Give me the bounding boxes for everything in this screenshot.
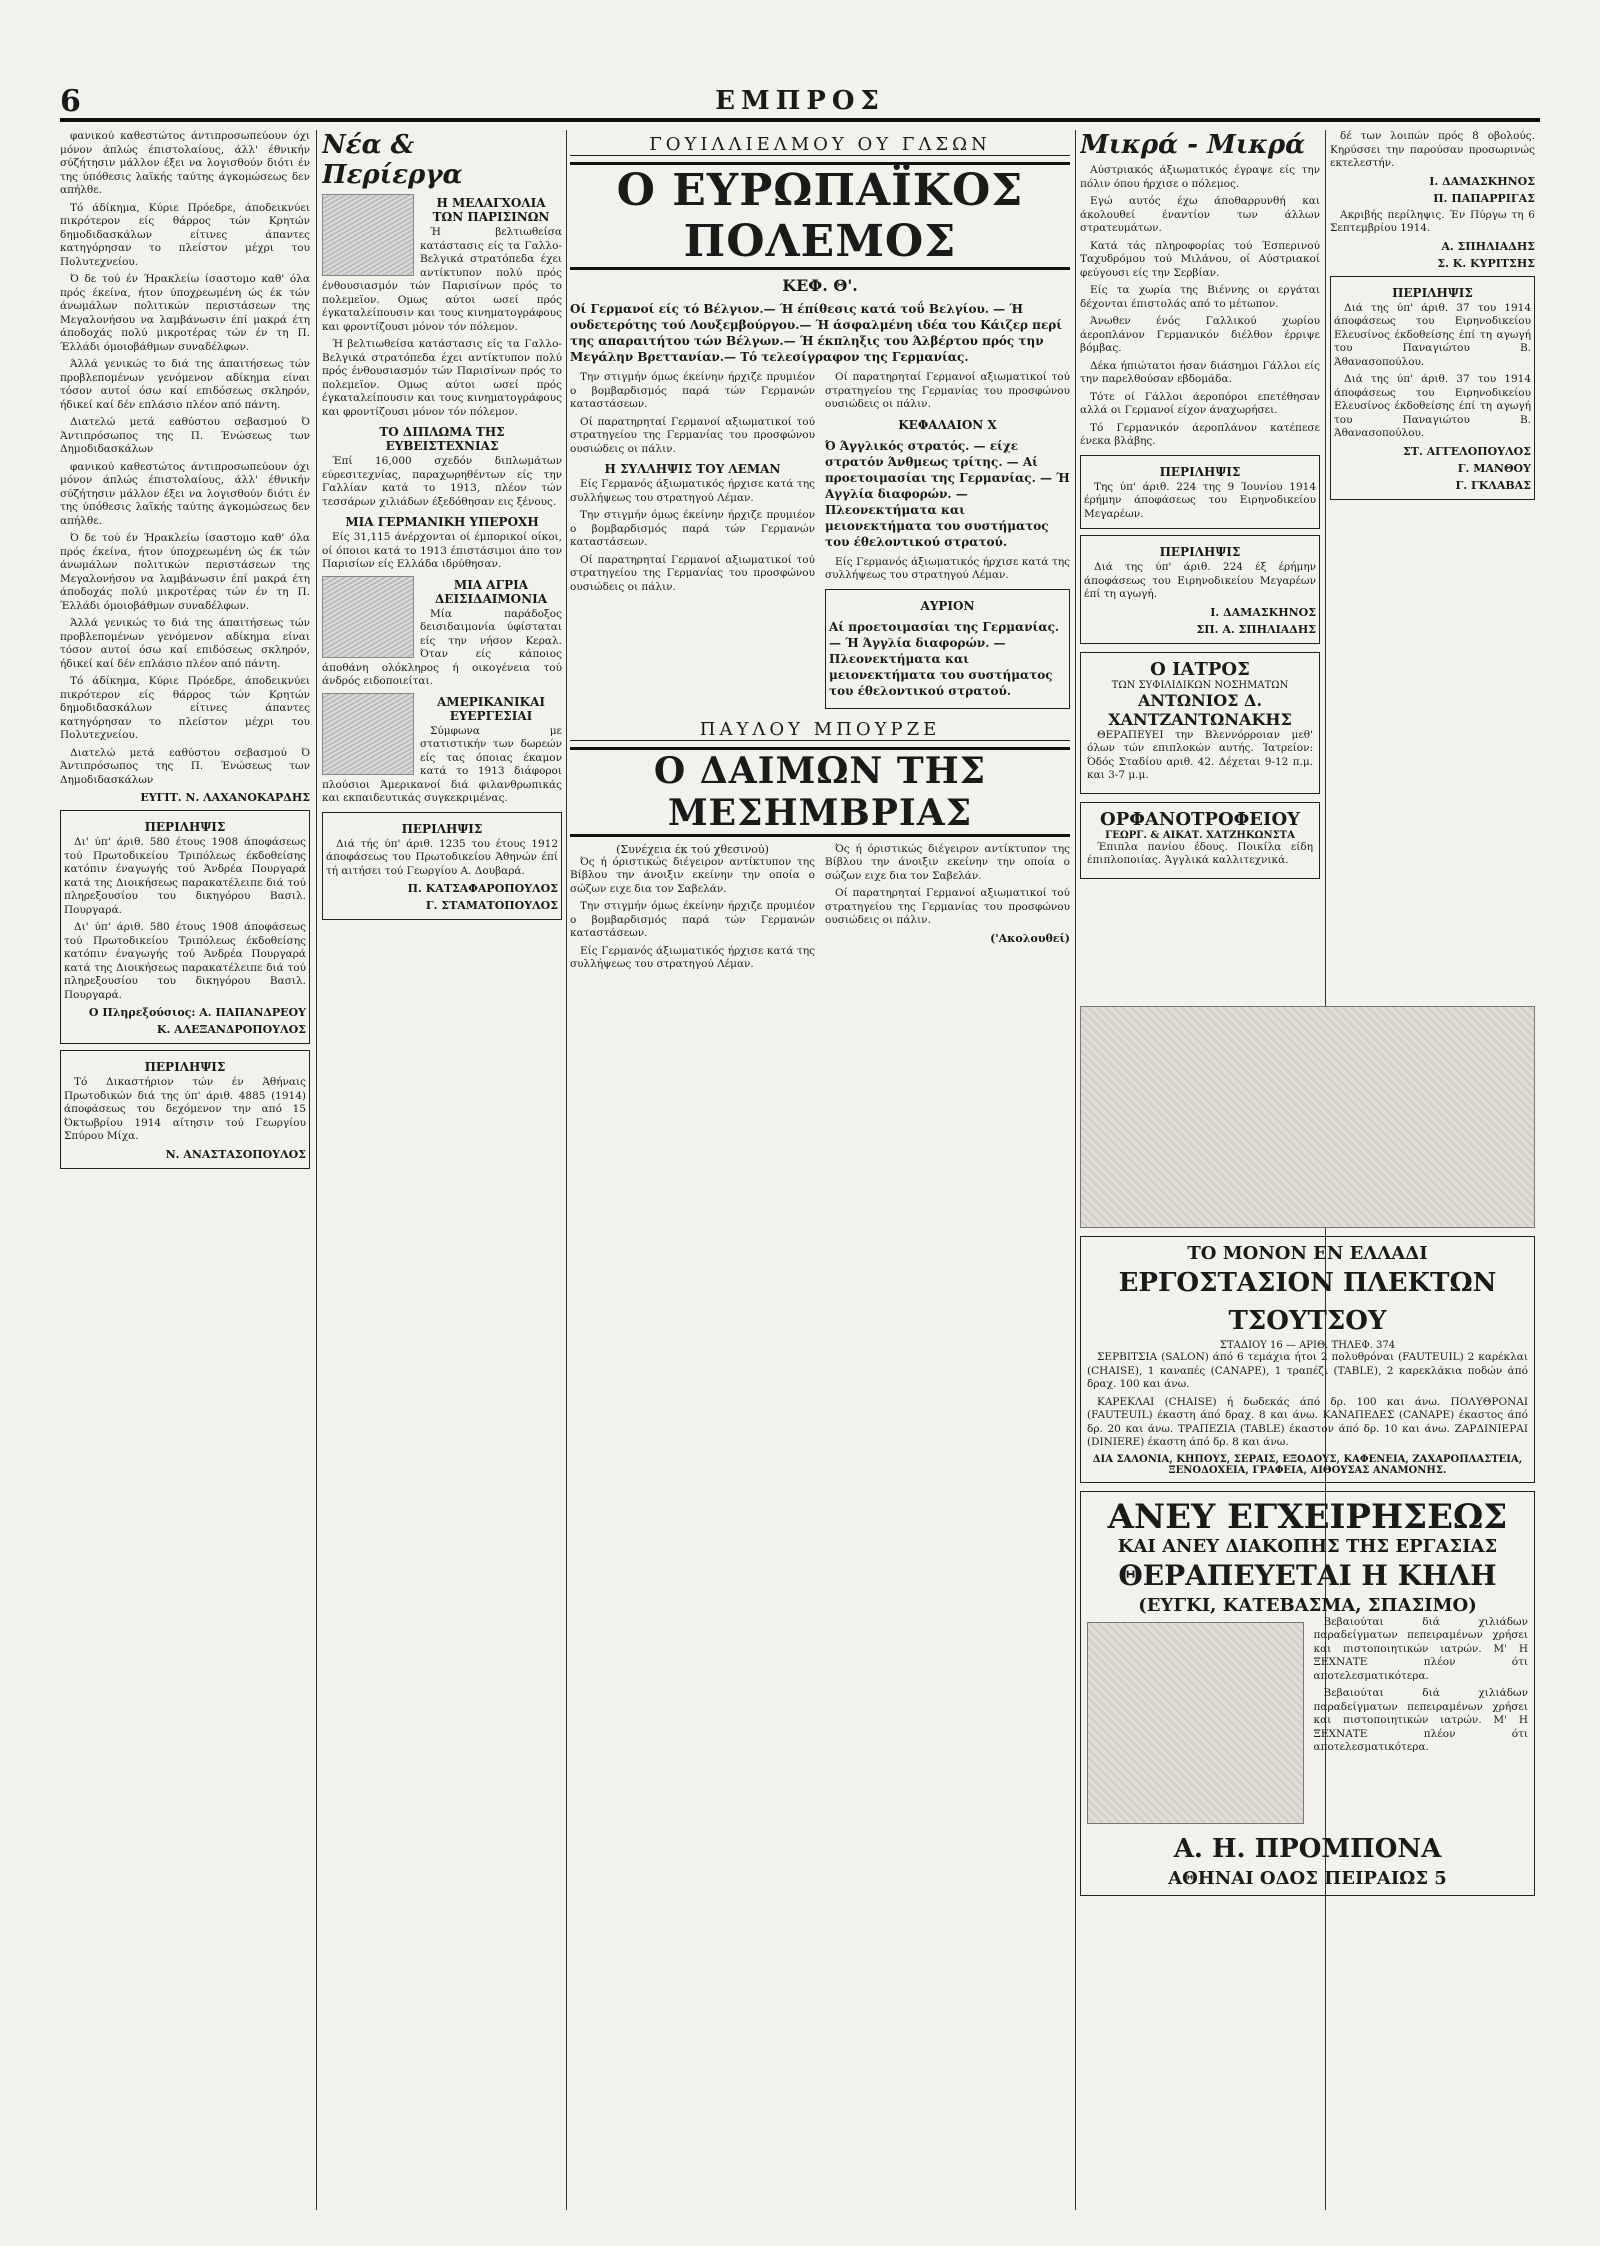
paragraph: Ός ή όριστικώς διέγειρον αντίκτυπον της Βίβλου την άνοιξιν εκείνην την οποία ο σώζων ειχε δια τον Σαβελάν. xyxy=(825,842,1070,882)
hernia-text: Βεβαιούται διά χιλιάδων παραδείγματων πεπειραμένων χρήσει και πιστοποιητικών ιατρών. Μ' Η ΞΕΧΝΑΤΕ πλέον ότι αποτελεσματικότερα. xyxy=(1313,1687,1528,1753)
notice-signature: Σ. Κ. ΚΥΡΙΤΣΗΣ xyxy=(1437,256,1535,270)
bird-illustration xyxy=(322,693,414,775)
notice-title: ΠΕΡΙΛΗΨΙΣ xyxy=(144,820,226,834)
furniture-address: ΣΤΑΔΙΟΥ 16 — ΑΡΙΘ. ΤΗΛΕΦ. 374 xyxy=(1219,1340,1396,1351)
serial-title: Ο ΕΥΡΩΠΑΪΚΟΣ ΠΟΛΕΜΟΣ xyxy=(570,162,1070,270)
paragraph: Είς Γερμανός άξιωματικός ήρχισε κατά της συλλήψεως του στρατηγού Λέμαν. xyxy=(825,555,1070,581)
continuation-note: (Συνέχεια έκ τού χθεσινού) xyxy=(616,842,769,856)
orphanage-text: Έπιπλα πανίου έδους. Ποικίλα είδη έπιπλοποιίας. Άγγλικά καλλιτεχνικά. xyxy=(1087,840,1313,866)
column-2 xyxy=(322,130,562,2210)
paragraph: Είς Γερμανός άξιωματικός ήρχισε κατά της συλλήψεως του στρατηγού Λέμαν. xyxy=(570,944,815,970)
tomorrow-text: Αί προετοιμασίαι της Γερμανίας. — Ή Άγγλία διαφορών. — Πλεονεκτήματα και μειονεκτήματα του συστήματος του έθελοντικού στρατού. xyxy=(829,619,1060,698)
two-column-text xyxy=(570,843,1070,976)
orphanage-subtitle: ΓΕΩΡΓ. & ΑΙΚΑΤ. ΧΑΤΖΗΚΩΝΣΤΑ xyxy=(1105,829,1295,841)
article-text: Ή βελτιωθείσα κατάστασις είς τα Γαλλο-Βελγικά στρατόπεδα έχει αντίκτυπον πολύ πρός ένθουσιασμόν τών Παρισίνων πρός το πολεμεϊον. Ομως αύτοι ωσεί πρός έγκαταλείπουσιν και τους κινηματογράφους και φροντίζουσι μόνον τόν πόλεμον. xyxy=(322,226,562,333)
signature: ΕΥΓΙΤ. Ν. ΛΑΧΑΝΟΚΑΡΔΗΣ xyxy=(140,791,310,804)
article-text: Ή βελτιωθείσα κατάστασις είς τα Γαλλο-Βελγικά στρατόπεδα έχει αντίκτυπον πολύ πρός ένθουσιασμόν τών Παρισίνων πρός το πολεμεϊον. Ομως αύτοι ωσεί πρός έγκαταλείπουσιν και τους κινηματογράφους και φροντίζουσι μόνον τόν πόλεμον. xyxy=(322,338,562,418)
notice-text: δέ των λοιπών πρός 8 οβολούς. Κηρύσσει την παρούσαν προσωρινώς εκτελεστήν. xyxy=(1330,130,1535,169)
paragraph: Την στιγμήν όμως έκείνην ήρχιζε πρυμιέον ο βομβαρδισμός παρά τών Γερμανών καταστάσεων. xyxy=(570,900,815,939)
paragraph: Οί παρατηρηταί Γερμανοί αξιωματικοί τού στρατηγείου της Γερμανίας του προσφώνου ουσιώδεις οι πάλιν. xyxy=(570,415,815,455)
notice-box xyxy=(322,812,562,921)
article-title: ΤΟ ΔΙΠΛΩΜΑ ΤΗΣ ΕΥΒΕΙΣΤΕΧΝΙΑΣ xyxy=(379,425,505,453)
dog-illustration xyxy=(322,576,414,658)
orphanage-ad xyxy=(1080,802,1320,879)
paragraph: Τότε οί Γάλλοι άεροπόροι επετέθησαν αλλά οι Γερμανοί είχον άναχωρήσει. xyxy=(1080,390,1320,416)
chapter-label: ΚΕΦΑΛΑΙΟΝ Χ xyxy=(898,417,997,432)
article-text: Μία παράδοξος δεισιδαιμονία ύφίσταται είς την νήσον Κεραλ. Όταν είς κάποιος άποθάνη ολόκληρος ή οικογένεια τού άνδρός ειδοποιείται. xyxy=(322,607,562,687)
column-divider xyxy=(566,130,567,2210)
column-1 xyxy=(60,130,310,2210)
column-divider xyxy=(1075,130,1076,2210)
paragraph: Άλλά γενικώς το διά της άπαιτήσεως τών προβλεπομένων γενόμενον αδίκημα είναι τόσον αυτοί όσω καί επιδόσεως σκληρόν, ήδικεί καί δέν επλάσιο πλέον από πάντη. xyxy=(60,617,310,670)
doctor-ad xyxy=(1080,652,1320,794)
doctor-name: ΑΝΤΩΝΙΟΣ Δ. ΧΑΝΤΖΑΝΤΩΝΑΚΗΣ xyxy=(1108,690,1292,729)
paragraph: Δέκα ήπιώτατοι ήσαν διάσημοι Γάλλοι είς την παρελθούσαν εβδομάδα. xyxy=(1080,359,1320,385)
orphanage-title: ΟΡΦΑΝΟΤΡΟΦΕΙΟΥ xyxy=(1100,808,1300,830)
article-text: Έπί 16,000 σχεδόν διπλωμάτων εύρεσιτεχνίας, παραχωρηθέντων είς την Γαλλίαν κατά το 1913, πλέον τών τεσσάρων χιλιάδων έξεδόθησαν εις ξένους. xyxy=(322,455,562,508)
paragraph: Εγώ αυτός έχω άποθαρρυνθή και άκολουθεί έναντίον των άλλων στρατευμάτων. xyxy=(1080,195,1320,234)
notice-box xyxy=(60,810,310,1044)
paragraph: Ό δε τού έν Ήρακλείω ίσαστομο καθ' όλα πρός έκείνα, ήτον ύποχρεωμένη ώς έκ τών άνωμάλων πολιτικών περιστάσεων της Μεγαλονήσου να λαμβάνωσιν έπί μακρά έτη άποδοχάς πολύ μικροτέρας τών έν τη Π. Έλλάδι όμοιοβάθμων συναδέλφων. xyxy=(60,273,310,353)
notice-text: Δι' ύπ' άριθ. 580 έτους 1908 άποφάσεως τού Πρωτοδικείου Τριπόλεως έκδοθείσης κατόπιν έναγωγής τού Άνδρέα Πουργαρά κατά της Διοικήσεως παρακατέλειπε διά τού πληρεξουσίου του δικηγόρου Βασιλ. Πουργαρά. xyxy=(64,921,306,1001)
notice-signature: Γ. ΜΑΝΘΟΥ xyxy=(1457,461,1531,475)
paragraph: Είς τα χωρία της Βιέννης οι εργάται δέχονται έπιστολάς από το μέτωπον. xyxy=(1080,284,1320,310)
serial-title: Ο ΔΑΙΜΩΝ ΤΗΣ ΜΕΣΗΜΒΡΙΑΣ xyxy=(570,747,1070,837)
article-text: Σύμφωνα με στατιστικήν των δωρεών είς τας όποιας έκαμον κατά το 1913 διάφοροι πλούσιοι Άμερικανοί διά φιλανθρωπικάς και εκπαιδευτικάς συγκεκριμένας. xyxy=(322,724,562,804)
paragraph: Οί παρατηρηταί Γερμανοί αξιωματικοί τού στρατηγείου της Γερμανίας του προσφώνου ουσιώδεις οι πάλιν. xyxy=(570,553,815,593)
paragraph: Διατελώ μετά εαθύστου σεβασμού Ό Άντιπρόσωπος της Π. Ένώσεως των Δημοδιδασκάλων xyxy=(60,416,310,455)
paragraph: Ός ή όριστικώς διέγειρον αντίκτυπον της Βίβλου την άνοιξιν εκείνην την οποία ο σώζων ειχε δια τον Σαβελάν. xyxy=(570,855,815,895)
notice-signature: Ο Πληρεξούσιος: Α. ΠΑΠΑΝΔΡΕΟΥ xyxy=(88,1006,306,1019)
notice-title: ΠΕΡΙΛΗΨΙΣ xyxy=(1159,464,1241,479)
masthead xyxy=(60,84,1540,122)
article-title: ΜΙΑ ΑΓΡΙΑ ΔΕΙΣΙΔΑΙΜΟΝΙΑ xyxy=(434,577,548,606)
notice-box xyxy=(60,1050,310,1169)
paragraph: Διατελώ μετά εαθύστου σεβασμού Ό Άντιπρόσωπος της Π. Ένώσεως των Δημοδιδασκάλων xyxy=(60,746,310,786)
wicker-furniture-illustration xyxy=(1080,1006,1535,1228)
chapter-summary: Ό Άγγλικός στρατός. — είχε στρατόν Άνθμεως τρίτης. — Αί προετοιμασίαι της Γερμανίας. — Ή Αγγλία διαφορών. — Πλεονεκτήματα και μειονεκτήματα του συστήματος του έθελοντικού στρατού. xyxy=(825,438,1070,549)
paragraph: Κατά τάς πληροφορίας τού Έσπερινού Ταχυδρόμου τού Μιλάνου, οί Αύστριακοί φεύγουσι είς την Σερβίαν. xyxy=(1080,239,1320,279)
promponas-address: ΑΘΗΝΑΙ ΟΔΟΣ ΠΕΙΡΑΙΩΣ 5 xyxy=(1168,1867,1447,1889)
notice-title: ΠΕΡΙΛΗΨΙΣ xyxy=(401,821,483,836)
notice-signature: Ι. ΔΑΜΑΣΚΗΝΟΣ xyxy=(1429,174,1535,188)
doctor-text: ΘΕΡΑΠΕΥΕΙ την Βλεννόρροιαν μεθ' όλων τών επιπλοκών αυτής. Ίατρείον: Όδός Σταδίου αριθ. 42. Δέχεται 9-12 π.μ. και 3-7 μ.μ. xyxy=(1087,728,1313,781)
hernia-ad xyxy=(1080,1491,1535,1896)
paragraph: Άλλά γενικώς το διά της άπαιτήσεως τών προβλεπομένων γενόμενον αδίκημα είναι τόσον αυτοί όσω καί επιδόσεως σκληρόν, ήδικεί καί δέν επλάσιο πλέον από πάντη. xyxy=(60,358,310,411)
paragraph: Τό άδίκημα, Κύριε Πρόεδρε, άποδεικνύει πικρότερον είς θάρρος τών Κρητών δημοδιδασκάλων είτινες άπαντες κατηγόρησαν το πλείστον μέχρι του Πολυτεχνείου. xyxy=(60,675,310,741)
notice-title: ΠΕΡΙΛΗΨΙΣ xyxy=(1159,545,1241,559)
furniture-items: ΚΑΡΕΚΛΑΙ (CHAISE) ή δωδεκάς άπό δρ. 100 και άνω. ΠΟΛΥΘΡΟΝΑΙ (FAUTEUIL) έκαστη άπό δραχ. 8 και άνω. ΚΑΝΑΠΕΔΕΣ (CANAPE) έκαστος άπό δρ. 20 και άνω. ΤΡΑΠΕΖΙΑ (TABLE) έκαστον άπό δρ. 10 και άνω. ΖΑΡΔΙΝΙΕΡΑΙ (DINIERE) έκαστη άπό δρ. 8 και άνω. xyxy=(1087,1395,1528,1448)
notice-box xyxy=(1330,276,1535,500)
hernia-illustration xyxy=(1087,1622,1304,1824)
notice-box xyxy=(1080,455,1320,530)
paragraph: Άνωθεν ένός Γαλλικού χωρίου άεροπλάνον Γερμανικόν διέλθον έρριψε βόμβας. xyxy=(1080,315,1320,354)
tomorrow-box xyxy=(825,589,1070,709)
hernia-small: (ΕΥΓΚΙ, ΚΑΤΕΒΑΣΜΑ, ΣΠΑΣΙΜΟ) xyxy=(1138,1594,1477,1616)
article-title: Η ΜΕΛΑΓΧΟΛΙΑ ΤΩΝ ΠΑΡΙΣΙΝΩΝ xyxy=(432,196,550,224)
paragraph: Τό άδίκημα, Κύριε Πρόεδρε, άποδεικνύει πικρότερον είς θάρρος τών Κρητών δημοδιδασκάλων είτινες άπαντες κατηγόρησαν το πλείστον μέχρι του Πολυτεχνείου. xyxy=(60,201,310,268)
paragraph: Ό δε τού έν Ήρακλείω ίσαστομο καθ' όλα πρός έκείνα, ήτον ύποχρεωμένη ώς έκ τών άνωμάλων πολιτικών περιστάσεων της Μεγαλονήσου να λαμβάνωσιν έπί μακρά έτη άποδοχάς πολύ μικροτέρας τών έν τη Π. Έλλάδι όμοιοβάθμων συναδέλφων. xyxy=(60,532,310,612)
notice-text: Διά της ύπ' άριθ. 224 έξ έρήμην άποφάσεως του Ειρηνοδικείου Μεγαρέων έπί τη αγωγή. xyxy=(1084,561,1316,600)
notice-signature: Γ. ΓΚΛΑΒΑΣ xyxy=(1455,478,1531,492)
paragraph: Οί παρατηρηταί Γερμανοί αξιωματικοί τού στρατηγείου της Γερμανίας του προσφώνου ουσιώδεις οι πάλιν. xyxy=(825,887,1070,926)
notice-signature: Γ. ΣΤΑΜΑΤΟΠΟΥΛΟΣ xyxy=(425,899,558,912)
paragraph: Είς Γερμανός άξιωματικός ήρχισε κατά της συλλήψεως του στρατηγού Λέμαν. xyxy=(570,478,815,504)
furniture-ad-box xyxy=(1080,1236,1535,1483)
article-text: Είς 31,115 άνέρχονται οί έμπορικοί οίκοι, οί όποιοι κατά το 1913 έπιστάσιμοι άπο τον Παρισίων είς Ελλάδα ιδρύθησαν. xyxy=(322,531,562,570)
promponas-name: Α. Η. ΠΡΟΜΠΟΝΑ xyxy=(1173,1833,1442,1864)
notice-title: ΠΕΡΙΛΗΨΙΣ xyxy=(1392,285,1473,300)
furniture-ad xyxy=(1080,1000,1535,1904)
notice-signature: Ι. ΔΑΜΑΣΚΗΝΟΣ xyxy=(1210,605,1316,619)
notice-signature: ΣΠ. Α. ΣΠΗΛΙΑΔΗΣ xyxy=(1196,622,1316,636)
paragraph: φανικού καθεστώτος άντιπροσωπεύουν όχι μόνον άπλώς έπιστολαίους, άλλ' έθνικήν σύζήτησιν μάλλον έξει να λογισθούν διότι έν της ύπόθεσις λαϊκής ταύτης άγκομώσεως δεν απήλθε. xyxy=(60,460,310,527)
notice-text: Διά της ύπ' άριθ. 37 του 1914 άποφάσεως του Ειρηνοδικείου Ελευσίνος έκδοθείσης έπί τη αγωγή του Παναγιώτου Β. Άθανασοπούλου. xyxy=(1334,373,1531,439)
newspaper-title: ΕΜΠΡΟΣ xyxy=(715,86,885,116)
doctor-header: Ο ΙΑΤΡΟΣ xyxy=(1150,658,1250,680)
notice-signature: Α. ΣΠΗΛΙΑΔΗΣ xyxy=(1441,239,1535,253)
hernia-subtitle: ΚΑΙ ΑΝΕΥ ΔΙΑΚΟΠΗΣ ΤΗΣ ΕΡΓΑΣΙΑΣ xyxy=(1117,1535,1498,1557)
notice-box xyxy=(1080,535,1320,644)
notice-text: Διά τής ύπ' άριθ. 1235 του έτους 1912 άποφάσεως του Πρωτοδικείου Άθηνών έπί τή αιτήσει τού Γεωργίου Α. Δουβαρά. xyxy=(326,837,558,877)
notice-signature: Π. ΚΑΤΣΑΦΑΡΟΠΟΥΛΟΣ xyxy=(407,882,558,895)
furniture-title: ΤΟ ΜΟΝΟΝ ΕΝ ΕΛΛΑΔΙ xyxy=(1187,1243,1428,1264)
furniture-items: ΣΕΡΒΙΤΣΙΑ (SALON) άπό 6 τεμάχια ήτοι 2 πολυθρόναι (FAUTEUIL) 2 καρέκλαι (CHAISE), 1 καναπές (CANAPE), 1 τραπέζι (TABLE), 2 καρεκλάκια ποδών άπό δραχ. 100 και άνω. xyxy=(1087,1351,1528,1390)
tomorrow-title: ΑΥΡΙΟΝ xyxy=(920,598,975,613)
chapter-label: ΚΕΦ. Θ'. xyxy=(782,276,858,295)
serial-author: ΓΟΥΙΛΛΙΕΛΜΟΥ ΟΥ ΓΛΣΩΝ xyxy=(570,134,1070,156)
hernia-body xyxy=(1087,1616,1528,1830)
notice-text: Ακριβής περίληψις. Έν Πύργω τη 6 Σεπτεμβρίου 1914. xyxy=(1330,208,1535,234)
paragraph: Αύστριακός άξιωματικός έγραψε είς την πόλιν όπου ήρχισε ο πόλεμος. xyxy=(1080,164,1320,190)
article-title: Η ΣΥΛΛΗΨΙΣ ΤΟΥ ΛΕΜΑΝ xyxy=(604,462,781,476)
chapter-summary: Οί Γερμανοί είς τό Βέλγιον.— Ή έπίθεσις κατά τοΰ Βελγίου. — Ή ουδετερότης τού Λουξεμβούργου.— Ή άσφαλμένη ιδέα του Κάιζερ περί της απαραιτήτου τών Βέλγων.— Ή έκπληξις του Άλβέρτου πρός την Μεγάλην Βρεττανίαν.— Τό τελεσίγραφον της Γερμανίας. xyxy=(570,302,1063,364)
column-divider xyxy=(316,130,317,2210)
article-title: ΜΙΑ ΓΕΡΜΑΝΙΚΗ ΥΠΕΡΟΧΗ xyxy=(345,515,539,529)
continued-note: ('Ακολουθεί) xyxy=(990,931,1070,945)
two-column-text xyxy=(570,371,1070,715)
notice-text: Της ύπ' άριθ. 224 της 9 Ίουνίου 1914 έρήμην άποφάσεως του Ειρηνοδικείου Μεγαρέων. xyxy=(1084,480,1316,520)
notice-signature: Κ. ΑΛΕΞΑΝΔΡΟΠΟΥΛΟΣ xyxy=(156,1023,306,1036)
hernia-title: ΑΝΕΥ ΕΓΧΕΙΡΗΣΕΩΣ xyxy=(1107,1496,1508,1537)
paragraph: Οί παρατηρηταί Γερμανοί αξιωματικοί τού στρατηγείου της Γερμανίας του προσφώνου ουσιώδεις οι πάλιν. xyxy=(825,371,1070,410)
notice-signature: Π. ΠΑΠΑΡΡΙΓΑΣ xyxy=(1433,191,1535,205)
section-title: Μικρά - Μικρά xyxy=(1080,130,1306,160)
doctor-subheader: ΤΩΝ ΣΥΦΙΛΙΔΙΚΩΝ ΝΟΣΗΜΑΤΩΝ xyxy=(1111,679,1289,691)
notice-text: Διά της ύπ' άριθ. 37 του 1914 άποφάσεως του Ειρηνοδικείου Ελευσίνος έκδοθείσης έπί τη αγωγή του Παναγιώτου Β. Άθανασοπούλου. xyxy=(1334,301,1531,368)
page-number: 6 xyxy=(60,84,81,119)
serial-author: ΠΑΥΛΟΥ ΜΠΟΥΡΖΕ xyxy=(570,719,1070,741)
paragraph: Τό Γερμανικόν άεροπλάνον κατέπεσε ένεκα βλάβης. xyxy=(1080,421,1320,447)
notice-text: Τό Δικαστήριον τών έν Άθήναις Πρωτοδικών διά της ύπ' άριθ. 4885 (1914) άποφάσεως του δεχόμενον την από 15 Όκτωβρίου 1914 αίτησιν τού Γεωργίου Σπύρου Μίχα. xyxy=(64,1076,306,1142)
paragraph: φανικού καθεστώτος άντιπροσωπεύουν όχι μόνον άπλώς έπιστολαίους, άλλ' έθνικήν σύζήτησιν μάλλον έξει να λογισθούν διότι έν της ύπόθεσις λαϊκής ταύτης άγκομώσεως δεν απήλθε. xyxy=(60,130,310,196)
hernia-main: ΘΕΡΑΠΕΥΕΤΑΙ Η ΚΗΛΗ xyxy=(1118,1558,1497,1592)
paragraph: Την στιγμήν όμως έκείνην ήρχιζε πρυμιέον ο βομβαρδισμός παρά τών Γερμανών καταστάσεων. xyxy=(570,371,815,410)
rooster-illustration xyxy=(322,194,414,276)
notice-signature: Ν. ΑΝΑΣΤΑΣΟΠΟΥΛΟΣ xyxy=(165,1147,306,1161)
furniture-footer: ΔΙΑ ΣΑΛΟΝΙΑ, ΚΗΠΟΥΣ, ΣΕΡΑΙΣ, ΕΞΟΔΟΥΣ, ΚΑΦΕΝΕΙΑ, ΖΑΧΑΡΟΠΛΑΣΤΕΙΑ, ΞΕΝΟΔΟΧΕΙΑ, ΓΡΑΦΕΙΑ, ΑΙΘΟΥΣΑΣ ΑΝΑΜΟΝΗΣ. xyxy=(1092,1453,1523,1476)
notice-title: ΠΕΡΙΛΗΨΙΣ xyxy=(144,1060,226,1074)
furniture-main: ΕΡΓΟΣΤΑΣΙΟΝ ΠΛΕΚΤΩΝ ΤΣΟΥΤΣΟΥ xyxy=(1118,1268,1497,1336)
hernia-text: Βεβαιούται διά χιλιάδων παραδείγματων πεπειραμένων χρήσει και πιστοποιητικών ιατρών. Μ' Η ΞΕΧΝΑΤΕ πλέον ότι αποτελεσματικότερα. xyxy=(1313,1615,1528,1682)
article-title: ΑΜΕΡΙΚΑΝΙΚΑΙ ΕΥΕΡΓΕΣΙΑΙ xyxy=(436,694,546,723)
notice-text: Δι' ύπ' άριθ. 580 έτους 1908 άποφάσεως τού Πρωτοδικείου Τριπόλεως έκδοθείσης κατόπιν έναγωγής τού Άνδρέα Πουργαρά κατά της Διοικήσεως παρακατέλειπε διά τού πληρεξουσίου του δικηγόρου Βασιλ. Πουργαρά. xyxy=(64,836,306,916)
paragraph: Την στιγμήν όμως έκείνην ήρχιζε πρυμιέον ο βομβαρδισμός παρά τών Γερμανών καταστάσεων. xyxy=(570,509,815,548)
notice-signature: ΣΤ. ΑΓΓΕΛΟΠΟΥΛΟΣ xyxy=(1403,444,1531,458)
column-3 xyxy=(570,130,1070,2210)
section-title: Νέα & Περίεργα xyxy=(322,130,463,190)
